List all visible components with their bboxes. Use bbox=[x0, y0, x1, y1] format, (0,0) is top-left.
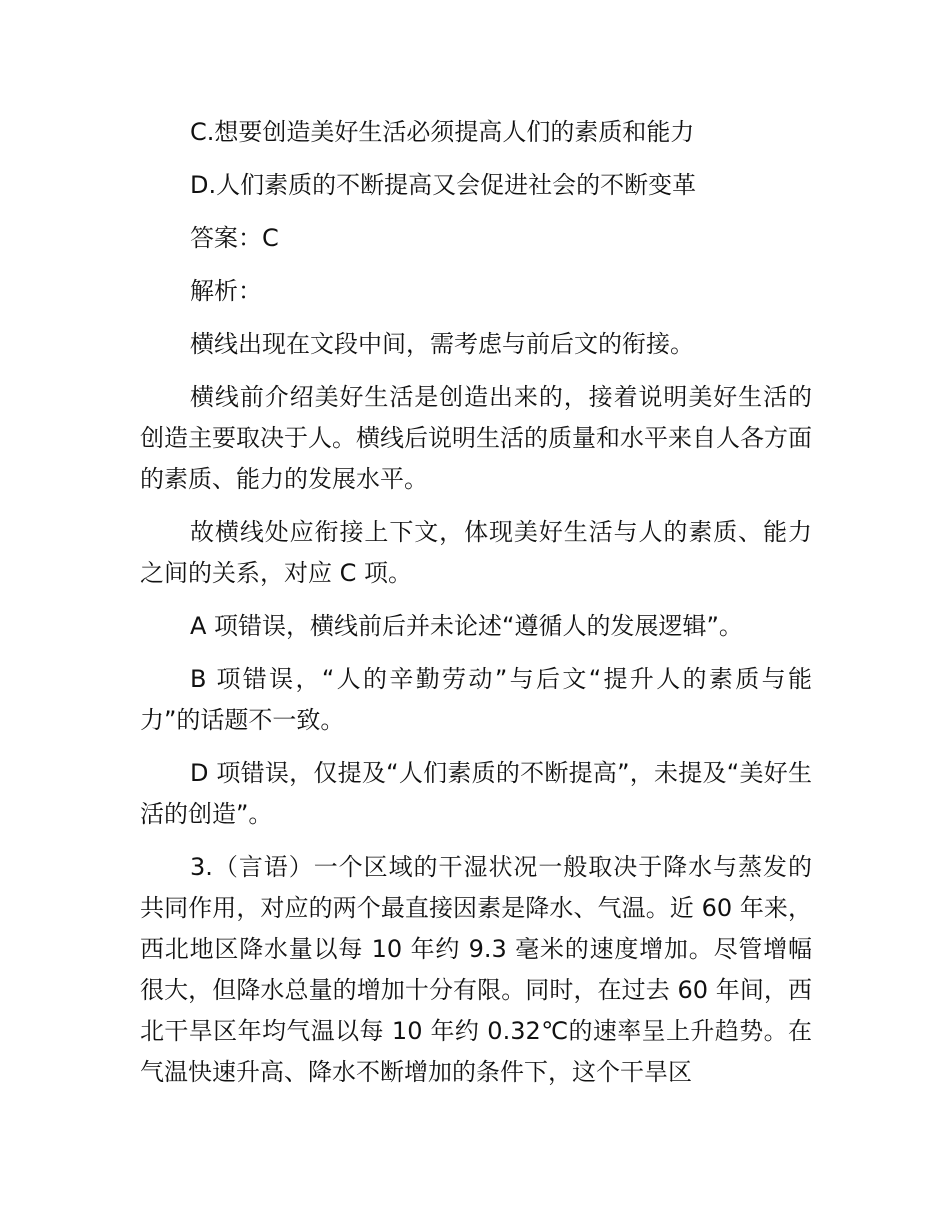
option-b-analysis: B 项错误，“人的辛勤劳动”与后文“提升人的素质与能力”的话题不一致。 bbox=[140, 665, 812, 734]
answer-line: 答案：C bbox=[190, 224, 279, 252]
question-3-text: 3.（言语）一个区域的干湿状况一般取决于降水与蒸发的共同作用，对应的两个最直接因素是降水、气温。近 60 年来，西北地区降水量以每 10 年约 9.3 毫米的速度增加。尽管增幅很大，但降水总量的增加十分有限。同时，在过去 60 年间，西北干旱区年均气温以每 10 年约 0.32℃的速率呈上升趋势。在气温快速升高、降水不断增加的条件下，这个干旱区 bbox=[140, 853, 812, 1086]
option-d: D.人们素质的不断提高又会促进社会的不断变革 bbox=[190, 171, 697, 199]
option-a-analysis: A 项错误，横线前后并未论述“遵循人的发展逻辑”。 bbox=[190, 612, 743, 640]
analysis-paragraph: 横线前介绍美好生活是创造出来的，接着说明美好生活的创造主要取决于人。横线后说明生活的质量和水平来自人各方面的素质、能力的发展水平。 bbox=[140, 383, 812, 493]
analysis-heading: 解析： bbox=[190, 277, 262, 305]
option-c: C.想要创造美好生活必须提高人们的素质和能力 bbox=[190, 118, 695, 146]
option-d-analysis: D 项错误，仅提及“人们素质的不断提高”，未提及“美好生活的创造”。 bbox=[140, 759, 812, 828]
analysis-paragraph: 故横线处应衔接上下文，体现美好生活与人的素质、能力之间的关系，对应 C 项。 bbox=[140, 518, 812, 587]
analysis-paragraph: 横线出现在文段中间，需考虑与前后文的衔接。 bbox=[190, 330, 694, 358]
document-page bbox=[140, 112, 812, 1105]
